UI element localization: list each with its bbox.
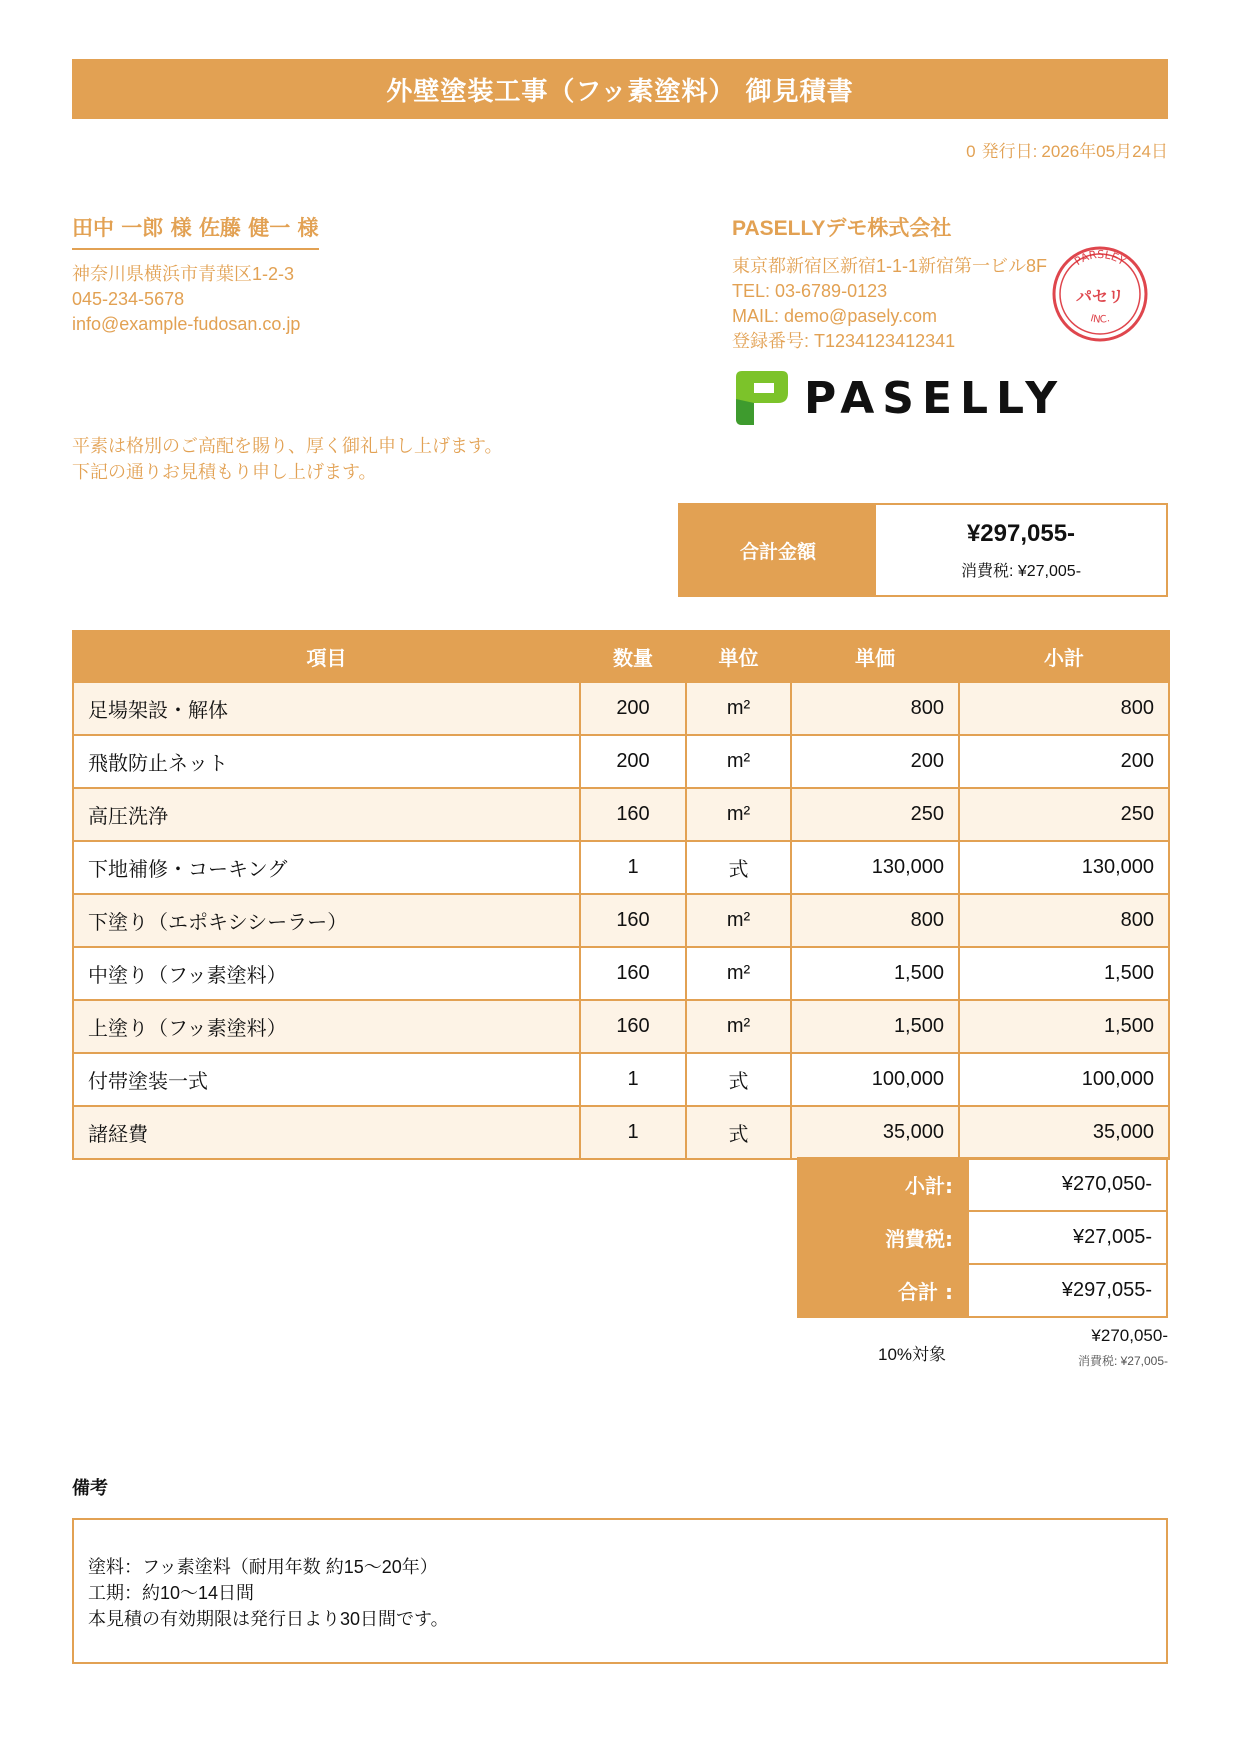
remarks-line: 本見積の有効期限は発行日より30日間です。 bbox=[88, 1609, 449, 1629]
table-row bbox=[73, 894, 1169, 947]
company-address: 東京都新宿区新宿1-1-1新宿第一ビル8F bbox=[732, 256, 1048, 276]
cell-unit: m² bbox=[686, 735, 791, 788]
client-block bbox=[72, 212, 592, 337]
table-row bbox=[73, 1000, 1169, 1053]
header-qty: 数量 bbox=[580, 631, 686, 682]
logo-wordmark: PASELLY bbox=[804, 372, 1066, 424]
leaf-p-logo-icon bbox=[732, 369, 790, 427]
summary-total-value: ¥297,055- bbox=[968, 1264, 1167, 1317]
table-row bbox=[73, 735, 1169, 788]
cell-qty: 160 bbox=[580, 947, 686, 1000]
seal-center-text: パセリ bbox=[1075, 287, 1125, 306]
company-logo bbox=[732, 366, 1072, 430]
cell-qty: 160 bbox=[580, 1000, 686, 1053]
table-row bbox=[73, 682, 1169, 735]
svg-text:INC. bbox=[1089, 313, 1111, 326]
line-items-table bbox=[72, 630, 1170, 1160]
table-row bbox=[73, 947, 1169, 1000]
cell-qty: 160 bbox=[580, 788, 686, 841]
summary-table bbox=[797, 1157, 1168, 1318]
table-header-row bbox=[73, 631, 1169, 682]
total-amount-label: 合計金額 bbox=[680, 505, 876, 595]
cell-price: 1,500 bbox=[791, 947, 959, 1000]
seal-top-text: PARSLEY bbox=[1072, 247, 1128, 269]
total-amount-value: ¥297,055- bbox=[966, 519, 1076, 547]
remarks-heading: 備考 bbox=[72, 1478, 108, 1499]
document-number: 0 bbox=[966, 142, 976, 161]
issue-date: 2026年05月24日 bbox=[1041, 142, 1168, 161]
cell-unit: m² bbox=[686, 1000, 791, 1053]
cell-item: 高圧洗浄 bbox=[73, 788, 580, 841]
client-name: 田中 一郎 様 佐藤 健一 様 bbox=[72, 212, 319, 250]
cell-price: 130,000 bbox=[791, 841, 959, 894]
cell-subtotal: 200 bbox=[959, 735, 1169, 788]
cell-qty: 1 bbox=[580, 1053, 686, 1106]
greeting-line: 下記の通りお見積もり申し上げます。 bbox=[72, 462, 377, 483]
cell-qty: 200 bbox=[580, 735, 686, 788]
cell-unit: m² bbox=[686, 682, 791, 735]
cell-unit: m² bbox=[686, 788, 791, 841]
issue-date-label: 発行日: bbox=[981, 142, 1038, 161]
tax-base-amount: ¥270,050- bbox=[1091, 1326, 1168, 1345]
company-name: PASELLYデモ株式会社 bbox=[732, 217, 952, 240]
cell-item: 中塗り（フッ素塗料） bbox=[73, 947, 580, 1000]
cell-item: 飛散防止ネット bbox=[73, 735, 580, 788]
cell-subtotal: 1,500 bbox=[959, 947, 1169, 1000]
cell-unit: m² bbox=[686, 947, 791, 1000]
header-unit: 単位 bbox=[686, 631, 791, 682]
client-email: info@example-fudosan.co.jp bbox=[72, 314, 301, 334]
cell-qty: 160 bbox=[580, 894, 686, 947]
summary-subtotal-value: ¥270,050- bbox=[968, 1158, 1167, 1211]
cell-item: 上塗り（フッ素塗料） bbox=[73, 1000, 580, 1053]
tax-rate-label: 10%対象 bbox=[878, 1345, 947, 1364]
cell-subtotal: 35,000 bbox=[959, 1106, 1169, 1159]
summary-tax-value: ¥27,005- bbox=[968, 1211, 1167, 1264]
total-amount-box bbox=[678, 503, 1168, 597]
cell-subtotal: 130,000 bbox=[959, 841, 1169, 894]
cell-item: 諸経費 bbox=[73, 1106, 580, 1159]
cell-subtotal: 800 bbox=[959, 894, 1169, 947]
remarks-line: 塗料：フッ素塗料（耐用年数 約15〜20年） bbox=[88, 1557, 438, 1577]
cell-item: 足場架設・解体 bbox=[73, 682, 580, 735]
remarks-line: 工期：約10〜14日間 bbox=[88, 1583, 255, 1603]
cell-price: 250 bbox=[791, 788, 959, 841]
tax-breakdown bbox=[1078, 1326, 1168, 1369]
client-address: 神奈川県横浜市青葉区1-2-3 bbox=[72, 264, 295, 284]
company-registration: 登録番号: T1234123412341 bbox=[732, 331, 956, 351]
tax-breakdown-tax: 消費税: ¥27,005- bbox=[1077, 1354, 1168, 1368]
greeting bbox=[72, 434, 503, 486]
header-price: 単価 bbox=[791, 631, 959, 682]
cell-price: 200 bbox=[791, 735, 959, 788]
total-tax-value: 消費税: ¥27,005- bbox=[960, 562, 1082, 580]
issue-info bbox=[966, 137, 1168, 162]
cell-item: 下塗り（エポキシシーラー） bbox=[73, 894, 580, 947]
summary-row-subtotal bbox=[798, 1158, 1167, 1211]
cell-price: 800 bbox=[791, 682, 959, 735]
cell-unit: 式 bbox=[686, 1106, 791, 1159]
company-tel: TEL: 03-6789-0123 bbox=[732, 281, 888, 301]
cell-subtotal: 100,000 bbox=[959, 1053, 1169, 1106]
table-row bbox=[73, 1053, 1169, 1106]
company-mail: MAIL: demo@pasely.com bbox=[732, 306, 938, 326]
summary-row-total bbox=[798, 1264, 1167, 1317]
cell-price: 35,000 bbox=[791, 1106, 959, 1159]
table-row bbox=[73, 788, 1169, 841]
seal-bottom-text: INC. bbox=[1089, 313, 1111, 326]
cell-price: 100,000 bbox=[791, 1053, 959, 1106]
cell-item: 下地補修・コーキング bbox=[73, 841, 580, 894]
client-phone: 045-234-5678 bbox=[72, 289, 185, 309]
cell-unit: m² bbox=[686, 894, 791, 947]
greeting-line: 平素は格別のご高配を賜り、厚く御礼申し上げます。 bbox=[72, 436, 503, 457]
document-title: 外壁塗装工事（フッ素塗料） 御見積書 bbox=[72, 59, 1168, 119]
cell-price: 800 bbox=[791, 894, 959, 947]
company-seal-icon bbox=[1050, 244, 1150, 344]
cell-qty: 200 bbox=[580, 682, 686, 735]
cell-unit: 式 bbox=[686, 841, 791, 894]
cell-qty: 1 bbox=[580, 1106, 686, 1159]
summary-total-label: 合計 : bbox=[798, 1264, 968, 1317]
cell-item: 付帯塗装一式 bbox=[73, 1053, 580, 1106]
cell-unit: 式 bbox=[686, 1053, 791, 1106]
cell-subtotal: 250 bbox=[959, 788, 1169, 841]
cell-subtotal: 1,500 bbox=[959, 1000, 1169, 1053]
table-row bbox=[73, 841, 1169, 894]
cell-price: 1,500 bbox=[791, 1000, 959, 1053]
summary-tax-label: 消費税: bbox=[798, 1211, 968, 1264]
remarks-box bbox=[72, 1518, 1168, 1664]
summary-row-tax bbox=[798, 1211, 1167, 1264]
cell-qty: 1 bbox=[580, 841, 686, 894]
cell-subtotal: 800 bbox=[959, 682, 1169, 735]
table-row bbox=[73, 1106, 1169, 1159]
header-item: 項目 bbox=[73, 631, 580, 682]
summary-subtotal-label: 小計: bbox=[798, 1158, 968, 1211]
header-subtotal: 小計 bbox=[959, 631, 1169, 682]
